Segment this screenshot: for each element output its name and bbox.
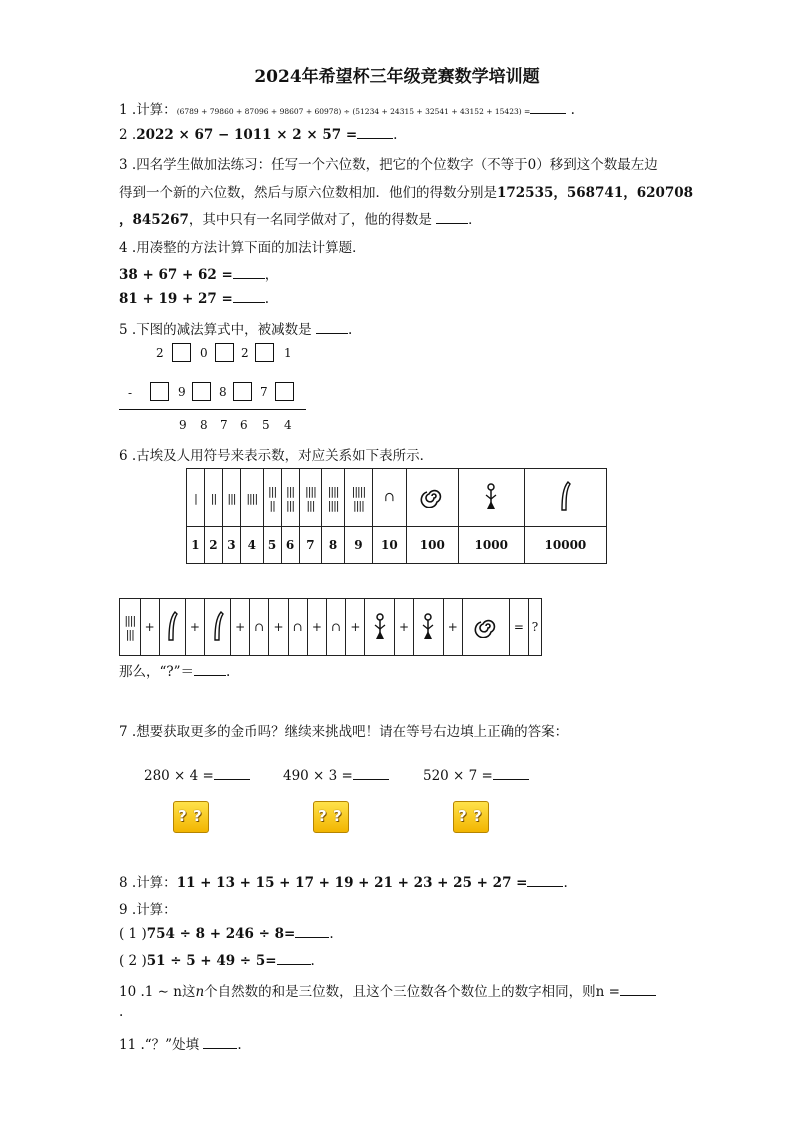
question-3-line-2: [119, 181, 693, 201]
value-cell: 10000: [524, 527, 606, 564]
box-glyph: ?: [458, 807, 467, 825]
stroke-5-icon: ||| ||: [263, 469, 281, 527]
question-4: 4 .用凑整的方法计算下面的加法计算题．: [119, 240, 366, 256]
question-text: 个自然数的和是三位数，且这个三位数各个数位上的数字相同，则: [204, 984, 596, 1000]
equals-sign: =: [509, 599, 528, 656]
question-6-answer: [119, 660, 230, 680]
math-var: n =: [595, 984, 620, 1000]
punctuation: .: [264, 291, 270, 307]
expression: 490 × 3 =: [283, 768, 353, 784]
answer-blank[interactable]: [295, 925, 329, 938]
digit: 9: [179, 418, 187, 432]
question-number: 8: [119, 875, 128, 891]
box-glyph: ?: [333, 807, 342, 825]
question-text: 得到一个新的六位数，然后与原六位数相加．他们的得数分别是: [119, 185, 497, 201]
stroke-7-icon: |||| |||: [299, 469, 322, 527]
stroke-9-icon: ||||| ||||: [344, 469, 372, 527]
digit: 8: [219, 385, 227, 399]
question-label: 计算：: [136, 875, 177, 891]
answer-blank[interactable]: [530, 101, 566, 114]
digit-box[interactable]: [192, 382, 211, 401]
math-range: 1 ∼ n: [144, 984, 182, 1000]
digit-box[interactable]: [275, 382, 294, 401]
stroke-6-icon: ||| |||: [281, 469, 299, 527]
heel-bone-icon: ∩: [288, 599, 307, 656]
digit: 1: [284, 346, 292, 360]
question-number: 4: [119, 240, 128, 256]
punctuation: .: [329, 926, 334, 942]
finger-icon: [524, 469, 606, 527]
question-text: 想要获取更多的金币吗？继续来挑战吧！请在等号右边填上正确的答案：: [136, 724, 569, 740]
stroke-7-icon: |||| |||: [120, 599, 141, 656]
question-number: 1: [119, 102, 128, 118]
question-number: 6: [119, 448, 128, 464]
question-number: 3: [119, 157, 128, 173]
box-glyph: ?: [318, 807, 327, 825]
digit: 7: [260, 385, 268, 399]
lotus-icon: [414, 599, 444, 656]
answer-blank[interactable]: [436, 211, 468, 224]
digit: 4: [284, 418, 292, 432]
finger-icon: [204, 599, 230, 656]
question-4-expr-2: [119, 290, 269, 307]
question-number: 5: [119, 322, 128, 338]
answer-blank[interactable]: [277, 952, 311, 965]
question-4-expr-1: [119, 263, 278, 283]
question-9-part-2: [119, 952, 315, 969]
answer-blank[interactable]: [527, 874, 563, 887]
digit: 5: [262, 418, 270, 432]
question-11: 11 .“？”处填 .: [119, 1037, 242, 1053]
coil-rope-icon: [406, 469, 458, 527]
question-7: 7 .想要获取更多的金币吗？继续来挑战吧！请在等号右边填上正确的答案：: [119, 724, 569, 740]
punctuation: .: [226, 664, 231, 680]
value-cell: 2: [204, 527, 222, 564]
question-text: 用凑整的方法计算下面的加法计算题．: [136, 240, 366, 256]
question-6: 6 .古埃及人用符号来表示数，对应关系如下表所示．: [119, 448, 434, 464]
answer-blank[interactable]: [357, 126, 393, 139]
stroke-4-icon: ||||: [240, 469, 263, 527]
box-glyph: ?: [473, 807, 482, 825]
digit-box[interactable]: [255, 343, 274, 362]
question-3-line-1: 3 .四名学生做加法练习：任写一个六位数，把它的个位数字（不等于0）移到这个数最左边: [119, 157, 658, 173]
punctuation: .: [393, 127, 398, 143]
punctuation: ，: [264, 267, 279, 283]
value-cell: 6: [281, 527, 299, 564]
question-2: 2 .2022 × 67 − 1011 × 2 × 57 = .: [119, 127, 398, 143]
question-number: 7: [119, 724, 128, 740]
value-cell: 5: [263, 527, 281, 564]
question-text: 那么，“?”＝: [119, 664, 195, 680]
expression: (6789 + 79860 + 87096 + 98607 + 60978) ÷ (51234 + 24315 + 32541 + 43152 + 15423) =: [176, 107, 531, 116]
digit: 0: [200, 346, 208, 360]
punctuation: .: [570, 102, 575, 118]
punctuation: .: [119, 1004, 124, 1020]
expression: 754 ÷ 8 + 246 ÷ 8=: [146, 926, 296, 942]
digit: 9: [178, 385, 186, 399]
heel-bone-icon: ∩: [327, 599, 346, 656]
plus-sign: +: [394, 599, 413, 656]
subtraction-rule: [119, 409, 306, 410]
question-9-part-1: [119, 925, 334, 942]
digit: 6: [240, 418, 248, 432]
value-cell: 7: [299, 527, 322, 564]
numbers: ，845267: [119, 212, 189, 228]
digit-box[interactable]: [172, 343, 191, 362]
minus-sign: -: [128, 386, 133, 400]
question-text: ，其中只有一名同学做对了，他的得数是: [188, 212, 432, 228]
answer-blank[interactable]: [620, 983, 656, 996]
plus-sign: +: [346, 599, 365, 656]
question-8: 8 .计算：11 + 13 + 15 + 17 + 19 + 21 + 23 + 25 + 27 = .: [119, 875, 568, 891]
question-3-line-3: [119, 208, 482, 228]
value-row: [187, 527, 607, 564]
plus-sign: +: [269, 599, 288, 656]
question-number: 11: [119, 1037, 137, 1053]
coil-rope-icon: [462, 599, 509, 656]
question-number: 10: [119, 984, 137, 1000]
stroke-8-icon: |||| ||||: [322, 469, 345, 527]
digit: 2: [241, 346, 249, 360]
question-text: 四名学生做加法练习：任写一个六位数，把它的个位数字（不等于0）移到这个数最左边: [136, 157, 658, 173]
finger-icon: [159, 599, 185, 656]
question-mark: ?: [528, 599, 541, 656]
plus-sign: +: [231, 599, 250, 656]
expression: 38 + 67 + 62 =: [119, 267, 233, 283]
part-number: ( 2 ): [119, 953, 147, 969]
digit: 7: [220, 418, 228, 432]
heel-bone-icon: ∩: [250, 599, 269, 656]
stroke-3-icon: |||: [222, 469, 240, 527]
symbol-row: [187, 469, 607, 527]
question-label: 计算：: [136, 102, 177, 118]
symbol-table: [186, 468, 607, 564]
punctuation: .: [237, 1037, 242, 1053]
stroke-1-icon: |: [187, 469, 205, 527]
value-cell: 1000: [458, 527, 524, 564]
numbers: 172535，568741，620708: [497, 185, 694, 201]
digit: 2: [156, 346, 164, 360]
heel-bone-icon: ∩: [372, 469, 406, 527]
question-text: 下图的减法算式中，被减数是: [136, 322, 312, 338]
gold-expr-1: [144, 767, 250, 784]
punctuation: ．: [468, 212, 482, 228]
value-cell: 10: [372, 527, 406, 564]
gold-expr-2: [283, 767, 389, 784]
question-number: 9: [119, 902, 128, 918]
question-1: 1 .计算：(6789 + 79860 + 87096 + 98607 + 60978) ÷ (51234 + 24315 + 32541 + 43152 + 15423) = .: [119, 102, 575, 118]
digit-box[interactable]: [150, 382, 169, 401]
lotus-icon: [365, 599, 395, 656]
question-number: 2: [119, 127, 128, 143]
value-cell: 1: [187, 527, 205, 564]
digit: 8: [200, 418, 208, 432]
box-glyph: ?: [178, 807, 187, 825]
question-10-end: [119, 1004, 123, 1020]
answer-blank[interactable]: [203, 1036, 237, 1049]
box-glyph: ?: [193, 807, 202, 825]
question-5: 5 .下图的减法算式中，被减数是 .: [119, 322, 353, 338]
stroke-2-icon: ||: [204, 469, 222, 527]
plus-sign: +: [307, 599, 326, 656]
expression: 11 + 13 + 15 + 17 + 19 + 21 + 23 + 25 + 27 =: [176, 875, 528, 891]
symbol-equation: [119, 598, 542, 656]
question-9: 9 .计算：: [119, 902, 177, 918]
expression: 280 × 4 =: [144, 768, 214, 784]
question-text: 古埃及人用符号来表示数，对应关系如下表所示．: [136, 448, 434, 464]
lotus-icon: [458, 469, 524, 527]
question-10: 10 .1 ∼ n这n个自然数的和是三位数，且这个三位数各个数位上的数字相同，则n =: [119, 980, 656, 1000]
value-cell: 100: [406, 527, 458, 564]
question-text: “？”处填: [144, 1037, 200, 1053]
math-var: n: [195, 984, 205, 1000]
expression: 2022 × 67 − 1011 × 2 × 57 =: [136, 127, 358, 143]
page-title: 2024年希望杯三年级竞赛数学培训题: [254, 67, 540, 87]
gold-expr-3: [423, 767, 529, 784]
punctuation: .: [310, 953, 315, 969]
answer-blank[interactable]: [194, 663, 226, 676]
question-block-icon[interactable]: [313, 801, 349, 833]
expression: 520 × 7 =: [423, 768, 493, 784]
value-cell: 8: [322, 527, 345, 564]
plus-sign: +: [185, 599, 204, 656]
punctuation: .: [347, 322, 353, 338]
value-cell: 4: [240, 527, 263, 564]
expression: 81 + 19 + 27 =: [119, 291, 233, 307]
answer-blank[interactable]: [353, 767, 389, 780]
digit-box[interactable]: [215, 343, 234, 362]
digit-box[interactable]: [233, 382, 252, 401]
equation-row: [120, 599, 542, 656]
expression: 51 ÷ 5 + 49 ÷ 5=: [146, 953, 277, 969]
value-cell: 9: [344, 527, 372, 564]
answer-blank[interactable]: [233, 290, 265, 303]
question-block-icon[interactable]: [453, 801, 489, 833]
value-cell: 3: [222, 527, 240, 564]
part-number: ( 1 ): [119, 926, 147, 942]
plus-sign: +: [140, 599, 159, 656]
question-text: 这: [181, 984, 196, 1000]
plus-sign: +: [443, 599, 462, 656]
answer-blank[interactable]: [233, 266, 265, 279]
punctuation: .: [563, 875, 568, 891]
answer-blank[interactable]: [493, 767, 529, 780]
question-label: 计算：: [136, 902, 177, 918]
answer-blank[interactable]: [214, 767, 250, 780]
answer-blank[interactable]: [316, 321, 348, 334]
question-block-icon[interactable]: [173, 801, 209, 833]
